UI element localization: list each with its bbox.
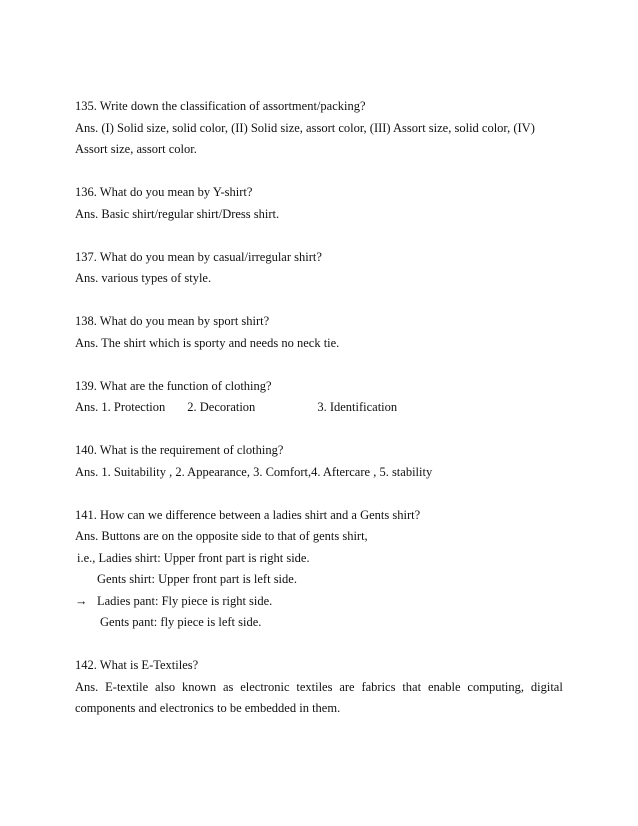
answer-142-word: computing, [467,679,525,694]
answer-142-word: also [155,679,176,694]
answer-139-item-2: 2. Decoration [187,400,256,414]
answer-142-word: digital [530,679,563,694]
answer-138: Ans. The shirt which is sporty and needs no neck tie. [75,335,340,350]
answer-142-word: that [402,679,422,694]
question-141: 141. How can we difference between a ladies shirt and a Gents shirt? [75,507,421,522]
answer-139 [75,397,563,419]
document-page [75,96,563,720]
answer-141-line-2: i.e., Ladies shirt: Upper front part is right side. [77,550,310,565]
answer-142-word: E-textile [105,679,149,694]
answer-142-word: Ans. [75,679,99,694]
arrow-right-icon: → [75,593,88,608]
answer-142-word: fabrics [361,679,396,694]
answer-141-line-1: Ans. Buttons are on the opposite side to that of gents shirt, [75,529,368,543]
question-135: 135. Write down the classification of assortment/packing? [75,99,366,113]
answer-141-line-5: Gents pant: fly piece is left side. [100,615,262,629]
question-142: 142. What is E-Textiles? [75,658,199,672]
answer-142-word: are [339,679,355,694]
answer-142-line-2: components and electronics to be embedded in them. [75,701,341,715]
answer-142-word: as [222,679,234,694]
question-139: 139. What are the function of clothing? [75,378,272,393]
answer-137: Ans. various types of style. [75,271,212,285]
question-140: 140. What is the requirement of clothing? [75,443,284,457]
answer-140: Ans. 1. Suitability , 2. Appearance, 3. Comfort,4. Aftercare , 5. stability [75,464,433,479]
answer-142-word: electronic [240,679,290,694]
answer-142-line-1 [75,677,563,699]
question-138: 138. What do you mean by sport shirt? [75,314,270,328]
answer-142-word: known [182,679,217,694]
answer-135-line-1: Ans. (I) Solid size, solid color, (II) Solid size, assort color, (III) Assort size, solid color, (IV) [75,120,535,135]
answer-136: Ans. Basic shirt/regular shirt/Dress shirt. [75,206,280,221]
question-137: 137. What do you mean by casual/irregular shirt? [75,249,322,264]
question-136: 136. What do you mean by Y-shirt? [75,185,253,199]
answer-141-line-4-text: Ladies pant: Fly piece is right side. [97,593,273,608]
answer-142-word: textiles [296,679,333,694]
answer-141-line-3: Gents shirt: Upper front part is left side. [97,572,297,586]
answer-135-line-2: Assort size, assort color. [75,142,197,156]
answer-139-item-3: 3. Identification [317,400,398,414]
answer-141-line-4 [75,591,563,613]
answer-139-item-1: Ans. 1. Protection [75,400,166,414]
answer-142-word: enable [427,679,461,694]
